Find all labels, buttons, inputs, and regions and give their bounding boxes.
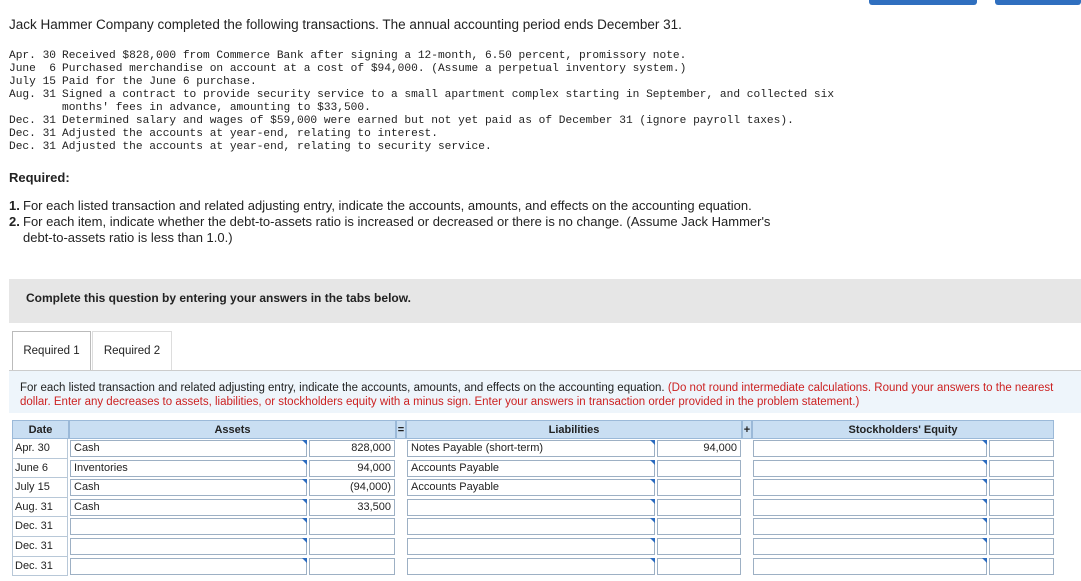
asset-amount-input[interactable]	[309, 518, 395, 535]
dropdown-indicator-icon	[650, 558, 655, 563]
liability-amount-input[interactable]: 94,000	[657, 440, 741, 457]
liability-amount-input[interactable]	[657, 558, 741, 575]
dropdown-indicator-icon	[650, 479, 655, 484]
header-assets: Assets	[69, 420, 396, 439]
table-row	[12, 517, 1054, 537]
transaction-date: Aug. 31	[9, 89, 56, 101]
transaction-text: Adjusted the accounts at year-end, relating to security service.	[62, 141, 492, 153]
tab-required-2[interactable]: Required 2	[92, 331, 172, 370]
accounting-equation-table	[12, 420, 1054, 577]
dropdown-indicator-icon	[302, 460, 307, 465]
dropdown-indicator-icon	[302, 558, 307, 563]
table-row	[12, 498, 1054, 518]
dropdown-indicator-icon	[650, 538, 655, 543]
requirement-text: For each item, indicate whether the debt-to-assets ratio is increased or decreased or there is no change. (Assume Jack Hammer's debt-to-assets ratio is less than 1.0.)	[23, 214, 771, 245]
dropdown-indicator-icon	[302, 538, 307, 543]
table-row	[12, 459, 1054, 479]
transaction-row	[9, 115, 862, 128]
table-row	[12, 439, 1054, 459]
dropdown-indicator-icon	[982, 479, 987, 484]
equity-amount-input[interactable]	[989, 479, 1054, 496]
transaction-date: June 6	[9, 63, 56, 75]
transaction-text: Received $828,000 from Commerce Bank after signing a 12-month, 6.50 percent, promissory note.	[62, 50, 687, 62]
asset-account-input[interactable]	[70, 558, 307, 575]
requirement-text: For each listed transaction and related adjusting entry, indicate the accounts, amounts, and effects on the accounting equation.	[23, 198, 752, 213]
equity-account-input[interactable]	[753, 518, 987, 535]
asset-amount-input[interactable]: (94,000)	[309, 479, 395, 496]
liability-amount-input[interactable]	[657, 538, 741, 555]
instruction-panel	[9, 370, 1081, 413]
asset-account-input[interactable]	[70, 538, 307, 555]
transaction-date: Dec. 31	[9, 141, 56, 153]
dropdown-indicator-icon	[982, 518, 987, 523]
requirements-list	[9, 198, 809, 246]
dropdown-indicator-icon	[982, 499, 987, 504]
tabs-banner	[9, 279, 1081, 323]
row-date: Dec. 31	[12, 557, 68, 577]
instruction-note: (Do not round intermediate calculations. Round your answers to the nearest dollar. Enter any decreases to assets, liabilities, or stockholders equity with a minus sign. Enter your answers in transaction order provided in the problem statement.)	[20, 382, 1054, 408]
liability-amount-input[interactable]	[657, 460, 741, 477]
header-equity: Stockholders' Equity	[752, 420, 1054, 439]
liability-account-input[interactable]: Accounts Payable	[407, 460, 655, 477]
row-date: Dec. 31	[12, 537, 68, 557]
dropdown-indicator-icon	[982, 538, 987, 543]
table-row	[12, 537, 1054, 557]
header-plus: +	[742, 420, 752, 439]
equity-amount-input[interactable]	[989, 538, 1054, 555]
row-date: June 6	[12, 459, 68, 479]
asset-amount-input[interactable]	[309, 538, 395, 555]
instruction-text	[20, 381, 1078, 409]
row-date: Aug. 31	[12, 498, 68, 518]
dropdown-indicator-icon	[302, 479, 307, 484]
transaction-text: Adjusted the accounts at year-end, relating to interest.	[62, 128, 438, 140]
liability-account-input[interactable]: Accounts Payable	[407, 479, 655, 496]
transaction-row	[9, 76, 862, 89]
top-action-button-2[interactable]	[995, 0, 1081, 5]
equity-amount-input[interactable]	[989, 460, 1054, 477]
header-date: Date	[12, 420, 69, 439]
liability-account-input[interactable]: Notes Payable (short-term)	[407, 440, 655, 457]
requirement-number: 1.	[9, 198, 20, 213]
requirement-number: 2.	[9, 214, 20, 229]
header-equals: =	[396, 420, 406, 439]
equity-account-input[interactable]	[753, 460, 987, 477]
transaction-text: Determined salary and wages of $59,000 were earned but not yet paid as of December 31 (ignore payroll taxes).	[62, 115, 794, 127]
dropdown-indicator-icon	[650, 518, 655, 523]
asset-amount-input[interactable]: 33,500	[309, 499, 395, 516]
equity-amount-input[interactable]	[989, 518, 1054, 535]
liability-account-input[interactable]	[407, 518, 655, 535]
dropdown-indicator-icon	[982, 460, 987, 465]
table-row	[12, 557, 1054, 577]
dropdown-indicator-icon	[302, 499, 307, 504]
problem-intro: Jack Hammer Company completed the following transactions. The annual accounting period ends December 31.	[9, 17, 682, 32]
instruction-main: For each listed transaction and related adjusting entry, indicate the accounts, amounts, and effects on the accounting equation.	[20, 382, 665, 394]
transaction-date: July 15	[9, 76, 56, 88]
liability-amount-input[interactable]	[657, 518, 741, 535]
asset-amount-input[interactable]: 828,000	[309, 440, 395, 457]
equity-account-input[interactable]	[753, 440, 987, 457]
transaction-list	[9, 50, 862, 154]
asset-account-input[interactable]: Cash	[70, 499, 307, 516]
transaction-date: Apr. 30	[9, 50, 56, 62]
transaction-row	[9, 128, 862, 141]
transaction-row	[9, 141, 862, 154]
equity-amount-input[interactable]	[989, 440, 1054, 457]
dropdown-indicator-icon	[650, 460, 655, 465]
liability-amount-input[interactable]	[657, 499, 741, 516]
transaction-date: Dec. 31	[9, 128, 56, 140]
dropdown-indicator-icon	[302, 518, 307, 523]
asset-account-input[interactable]: Cash	[70, 479, 307, 496]
liability-account-input[interactable]	[407, 538, 655, 555]
tab-required-1[interactable]: Required 1	[12, 331, 91, 370]
equity-amount-input[interactable]	[989, 499, 1054, 516]
top-action-button-1[interactable]	[869, 0, 977, 5]
liability-account-input[interactable]	[407, 558, 655, 575]
equity-account-input[interactable]	[753, 499, 987, 516]
requirement-1	[9, 198, 809, 214]
asset-amount-input[interactable]	[309, 558, 395, 575]
asset-account-input[interactable]: Cash	[70, 440, 307, 457]
requirement-2	[9, 214, 809, 246]
asset-amount-input[interactable]: 94,000	[309, 460, 395, 477]
transaction-text: Paid for the June 6 purchase.	[62, 76, 257, 88]
dropdown-indicator-icon	[650, 499, 655, 504]
equity-account-input[interactable]	[753, 479, 987, 496]
table-row	[12, 478, 1054, 498]
dropdown-indicator-icon	[302, 440, 307, 445]
equity-account-input[interactable]	[753, 558, 987, 575]
row-date: July 15	[12, 478, 68, 498]
transaction-date: Dec. 31	[9, 115, 56, 127]
asset-account-input[interactable]	[70, 518, 307, 535]
liability-amount-input[interactable]	[657, 479, 741, 496]
row-date: Dec. 31	[12, 517, 68, 537]
equity-amount-input[interactable]	[989, 558, 1054, 575]
dropdown-indicator-icon	[982, 558, 987, 563]
transaction-text: Purchased merchandise on account at a cost of $94,000. (Assume a perpetual inventory system.)	[62, 63, 687, 75]
required-heading: Required:	[9, 170, 70, 185]
transaction-row	[9, 63, 862, 76]
banner-text: Complete this question by entering your answers in the tabs below.	[26, 291, 411, 305]
row-date: Apr. 30	[12, 439, 68, 459]
equity-account-input[interactable]	[753, 538, 987, 555]
dropdown-indicator-icon	[982, 440, 987, 445]
header-liabilities: Liabilities	[406, 420, 742, 439]
dropdown-indicator-icon	[650, 440, 655, 445]
transaction-row	[9, 50, 862, 63]
transaction-text: Signed a contract to provide security service to a small apartment complex starting in September, and collected six months' fees in advance, amounting to $33,500.	[62, 89, 835, 114]
transaction-row	[9, 89, 862, 115]
asset-account-input[interactable]: Inventories	[70, 460, 307, 477]
liability-account-input[interactable]	[407, 499, 655, 516]
